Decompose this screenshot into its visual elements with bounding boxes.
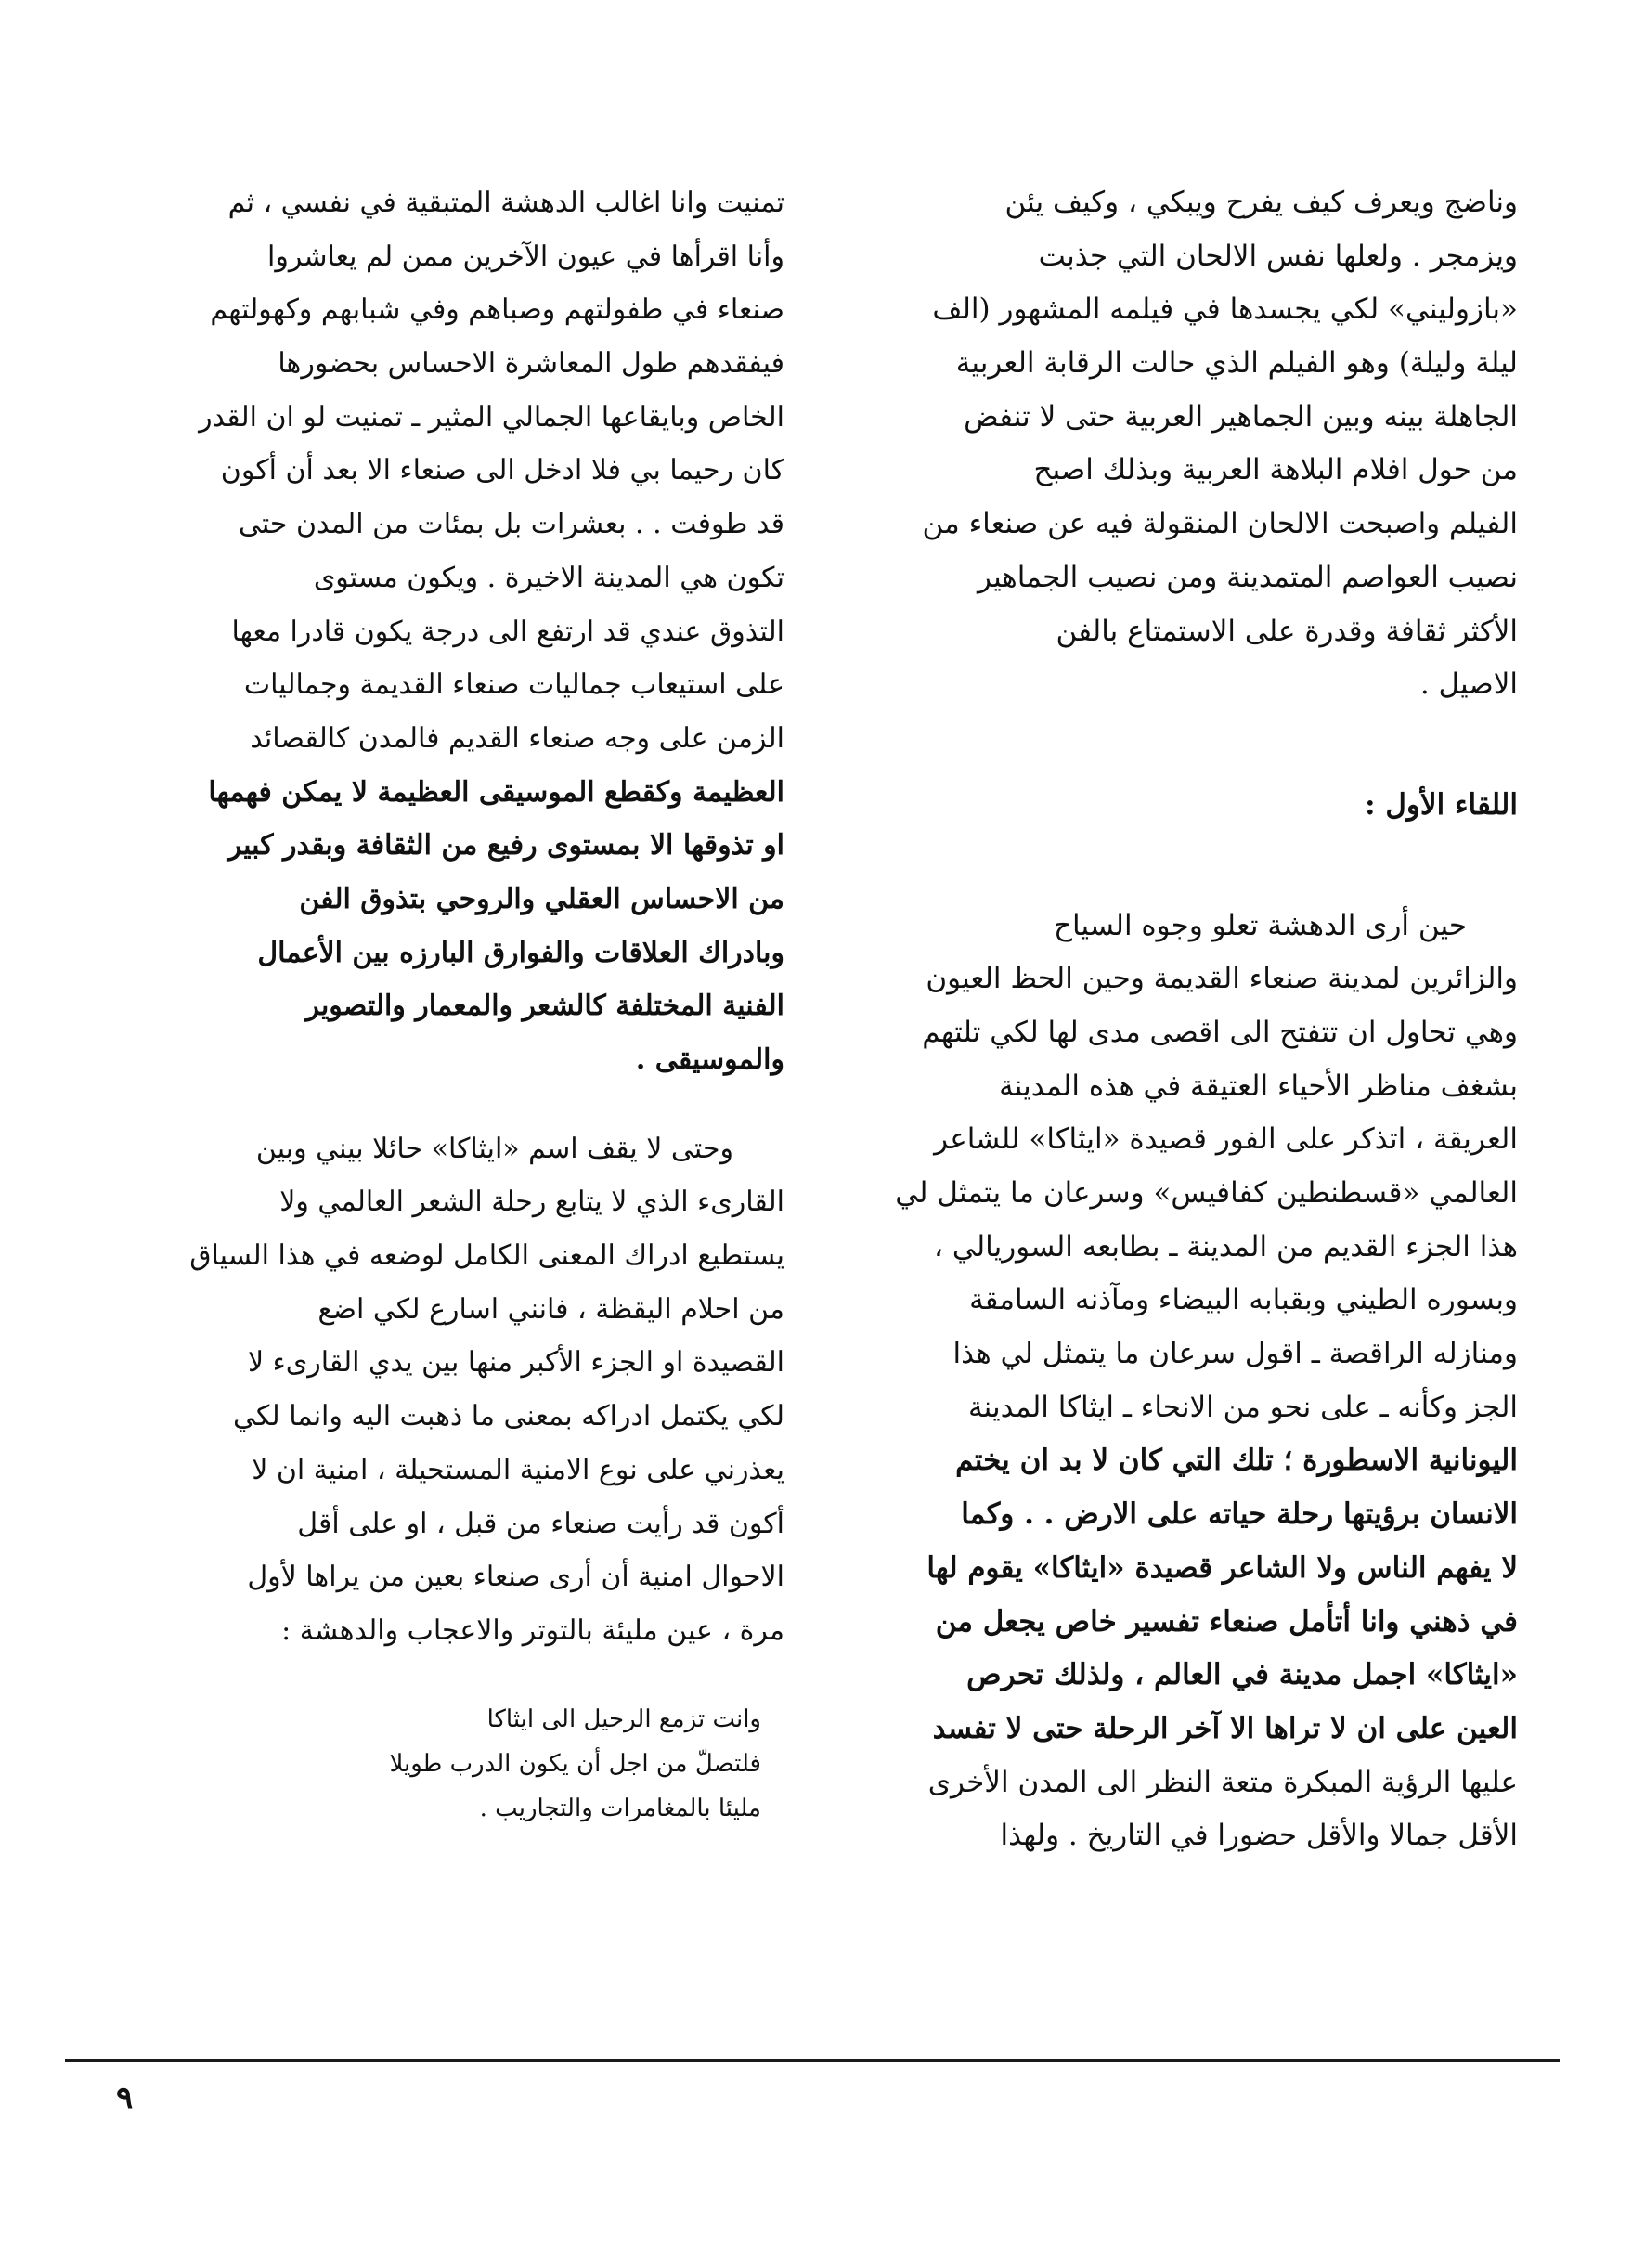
text-line: صنعاء في طفولتهم وصباهم وفي شبابهم وكهولتهم [210, 293, 784, 327]
text-line: او تذوقها الا بمستوى رفيع من الثقافة وبقدر كبير [227, 829, 784, 862]
text-line: العريقة ، اتذكر على الفور قصيدة «ايثاكا» للشاعر [934, 1122, 1518, 1157]
text-line: القصيدة او الجزء الأكبر منها بين يدي القارىء لا [247, 1346, 784, 1380]
text-line: الخاص وبايقاعها الجمالي المثير ـ تمنيت لو ان القدر [199, 400, 784, 434]
text-line: العظيمة وكقطع الموسيقى العظيمة لا يمكن فهمها [208, 775, 784, 809]
text-line: الزمن على وجه صنعاء القديم فالمدن كالقصائد [250, 721, 784, 755]
text-line: القارىء الذي لا يتابع رحلة الشعر العالمي ولا [279, 1186, 784, 1219]
text-line: «ايثاكا» اجمل مدينة في العالم ، ولذلك تحرص [966, 1658, 1518, 1692]
text-line: من احلام اليقظة ، فانني اسارع لكي اضع [317, 1292, 784, 1326]
text-line: «بازوليني» لكي يجسدها في فيلمه المشهور (الف [932, 292, 1518, 327]
text-line: تمنيت وانا اغالب الدهشة المتبقية في نفسي ، ثم [227, 187, 784, 219]
text-line: بشغف مناظر الأحياء العتيقة في هذه المدينة [999, 1069, 1518, 1103]
text-line: فيفقدهم طول المعاشرة الاحساس بحضورها [278, 347, 784, 381]
left-column [158, 176, 784, 1831]
text-line: ليلة وليلة) وهو الفيلم الذي حالت الرقابة العربية [955, 346, 1518, 381]
right-column [868, 176, 1518, 1863]
text-line: وبادراك العلاقات والفوارق البارزه بين الأعمال [257, 936, 784, 969]
text-line: الاحوال امنية أن أرى صنعاء بعين من يراها لأول [247, 1561, 784, 1594]
footer-rule [65, 2059, 1560, 2062]
text-line: أكون قد رأيت صنعاء من قبل ، او على أقل [297, 1507, 784, 1540]
text-line: الجز وكأنه ـ على نحو من الانحاء ـ ايثاكا المدينة [968, 1390, 1518, 1424]
poem-excerpt [158, 1697, 784, 1831]
text-line: الجاهلة بينه وبين الجماهير العربية حتى لا تنفض [964, 399, 1518, 434]
text-line: التذوق عندي قد ارتفع الى درجة يكون قادرا معها [231, 615, 784, 648]
text-line: على استيعاب جماليات صنعاء القديمة وجماليات [243, 668, 784, 702]
text-line: يعذرني على نوع الامنية المستحيلة ، امنية ان لا [252, 1453, 784, 1486]
section-heading: اللقاء الأول : [1365, 787, 1518, 822]
text-line: تكون هي المدينة الاخيرة . ويكون مستوى [313, 561, 784, 594]
text-line: الفيلم واصبحت الالحان المنقولة فيه عن صنعاء من [922, 507, 1518, 541]
text-line: وأنا اقرأها في عيون الآخرين ممن لم يعاشروا [267, 240, 784, 273]
poem-line: مليئا بالمغامرات والتجاريب . [479, 1794, 761, 1822]
right-paragraph-2 [868, 900, 1518, 1863]
text-line: لكي يكتمل ادراكه بمعنى ما ذهبت اليه وانما لكي [232, 1400, 784, 1433]
text-line: اليونانية الاسطورة ؛ تلك التي كان لا بد ان يختم [955, 1444, 1518, 1478]
text-line: ومنازله الراقصة ـ اقول سرعان ما يتمثل لي هذا [952, 1337, 1518, 1371]
poem-line: وانت تزمع الرحيل الى ايثاكا [486, 1704, 761, 1733]
right-paragraph-1 [868, 176, 1518, 712]
text-line: الانسان برؤيتها رحلة حياته على الارض . . وكما [961, 1497, 1518, 1532]
left-paragraph-2 [158, 1122, 784, 1658]
poem-line: فلتصلّ من اجل أن يكون الدرب طويلا [389, 1749, 761, 1778]
text-line: الاصيل . [1419, 667, 1518, 702]
text-line: لا يفهم الناس ولا الشاعر قصيدة «ايثاكا» يقوم لها [926, 1550, 1518, 1585]
text-line: الأكثر ثقافة وقدرة على الاستمتاع بالفن [1056, 614, 1518, 648]
text-line: العالمي «قسطنطين كفافيس» وسرعان ما يتمثل لي [895, 1176, 1518, 1210]
text-line: مرة ، عين مليئة بالتوتر والاعجاب والدهشة : [281, 1614, 784, 1647]
text-line: نصيب العواصم المتمدينة ومن نصيب الجماهير [977, 560, 1518, 594]
text-line: قد طوفت . . بعشرات بل بمئات من المدن حتى [238, 508, 784, 541]
text-line: عليها الرؤية المبكرة متعة النظر الى المدن الأخرى [927, 1765, 1518, 1799]
text-line: وناضج ويعرف كيف يفرح ويبكي ، وكيف يئن [1004, 186, 1518, 219]
text-line: هذا الجزء القديم من المدينة ـ بطابعه السوريالي ، [934, 1229, 1518, 1264]
text-line: الفنية المختلفة كالشعر والمعمار والتصوير [305, 990, 784, 1023]
text-line: حين أرى الدهشة تعلو وجوه السياح [1054, 908, 1467, 942]
text-line: وهي تحاول ان تتفتح الى اقصى مدى لها لكي تلتهم [922, 1015, 1518, 1049]
text-line: والموسيقى . [635, 1043, 784, 1076]
page-number: ٩ [116, 2080, 134, 2117]
text-line: في ذهني وانا أتأمل صنعاء تفسير خاص يجعل من [935, 1604, 1518, 1639]
text-line: يستطيع ادراك المعنى الكامل لوضعه في هذا السياق [189, 1239, 784, 1273]
text-line: وحتى لا يقف اسم «ايثاكا» حائلا بيني وبين [255, 1132, 733, 1165]
text-line: من حول افلام البلاهة العربية وبذلك اصبح [1033, 453, 1518, 487]
text-line: والزائرين لمدينة صنعاء القديمة وحين الحظ العيون [926, 962, 1518, 996]
text-line: الأقل جمالا والأقل حضورا في التاريخ . ولهذا [1000, 1819, 1518, 1853]
text-line: وبسوره الطيني وبقبابه البيضاء ومآذنه السامقة [969, 1283, 1518, 1317]
text-line: العين على ان لا تراها الا آخر الرحلة حتى لا تفسد [932, 1711, 1518, 1745]
text-line: ويزمجر . ولعلها نفس الالحان التي جذبت [1038, 239, 1518, 273]
text-line: كان رحيما بي فلا ادخل الى صنعاء الا بعد أن أكون [220, 454, 784, 487]
text-line: من الاحساس العقلي والروحي بتذوق الفن [299, 882, 784, 915]
left-paragraph-1 [158, 176, 784, 1087]
